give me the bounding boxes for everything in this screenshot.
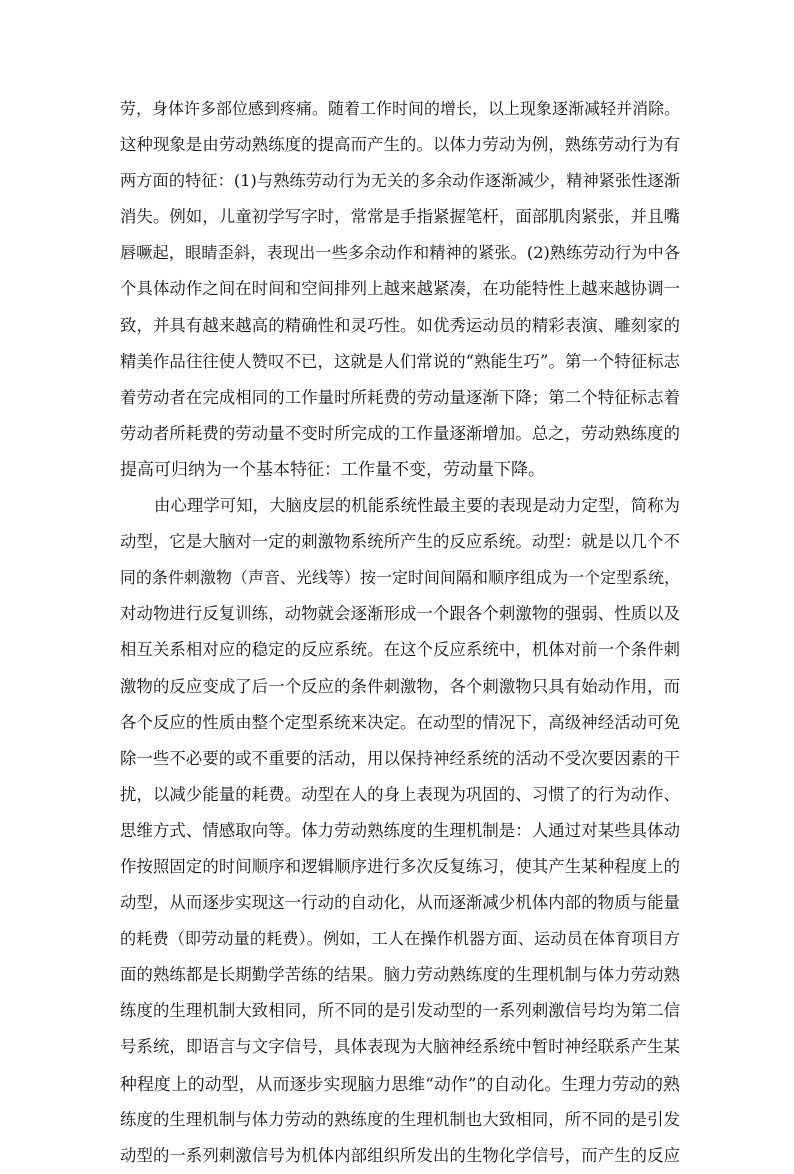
text-line: 劳动者所耗费的劳动量不变时所完成的工作量逐渐增加。总之，劳动熟练度的: [120, 423, 680, 443]
text-line: 同的条件刺激物（声音、光线等）按一定时间间隔和顺序组成为一个定型系统，: [120, 568, 680, 588]
text-line: 号系统，即语言与文字信号，具体表现为大脑神经系统中暂时神经联系产生某: [120, 1037, 680, 1057]
text-line: 致，并具有越来越高的精确性和灵巧性。如优秀运动员的精彩表演、雕刻家的: [120, 315, 680, 335]
text-line: 动型的一系列刺激信号为机体内部组织所发出的生物化学信号，而产生的反应: [120, 1145, 680, 1165]
text-line: 动型，从而逐步实现这一行动的自动化，从而逐渐减少机体内部的物质与能量: [120, 893, 680, 913]
text-line: 扰，以减少能量的耗费。动型在人的身上表现为巩固的、习惯了的行为动作、: [120, 784, 680, 804]
text-line: 劳，身体许多部位感到疼痛。随着工作时间的增长，以上现象逐渐减轻并消除。: [120, 99, 680, 118]
text-line: 激物的反应变成了后一个反应的条件刺激物，各个刺激物只具有始动作用，而: [120, 676, 680, 696]
text-line: 练度的生理机制与体力劳动的熟练度的生理机制也大致相同，所不同的是引发: [120, 1109, 680, 1129]
text-line: 消失。例如，儿童初学写字时，常常是手指紧握笔杆，面部肌肉紧张，并且嘴: [120, 207, 680, 227]
text-line: 精美作品往往使人赞叹不已，这就是人们常说的“熟能生巧”。第一个特征标志: [120, 351, 680, 371]
text-line: 练度的生理机制大致相同，所不同的是引发动型的一系列刺激信号均为第二信: [120, 1001, 680, 1021]
text-line: 相互关系相对应的稳定的反应系统。在这个反应系统中，机体对前一个条件刺: [120, 640, 680, 660]
text-line: 作按照固定的时间顺序和逻辑顺序进行多次反复练习，使其产生某种程度上的: [120, 856, 680, 876]
text-line: 对动物进行反复训练，动物就会逐渐形成一个跟各个刺激物的强弱、性质以及: [120, 604, 680, 624]
text-line: 的耗费（即劳动量的耗费）。例如，工人在操作机器方面、运动员在体育项目方: [120, 929, 680, 949]
text-line: 这种现象是由劳动熟练度的提高而产生的。以体力劳动为例，熟练劳动行为有: [120, 135, 680, 155]
text-line: 种程度上的动型，从而逐步实现脑力思维“动作”的自动化。生理力劳动的熟: [120, 1073, 680, 1094]
text-line: 两方面的特征：(1)与熟练劳动行为无关的多余动作逐渐减少，精神紧张性逐渐: [120, 171, 680, 191]
text-line: 各个反应的性质由整个定型系统来决定。在动型的情况下，高级神经活动可免: [120, 712, 680, 732]
text-line: 思维方式、情感取向等。体力劳动熟练度的生理机制是：人通过对某些具体动: [120, 820, 680, 840]
body-text: [120, 91, 680, 1174]
text-line: 着劳动者在完成相同的工作量时所耗费的劳动量逐渐下降；第二个特征标志着: [120, 387, 680, 407]
text-line: 个具体动作之间在时间和空间排列上越来越紧凑，在功能特性上越来越协调一: [120, 279, 680, 299]
text-line: 除一些不必要的或不重要的活动，用以保持神经系统的活动不受次要因素的干: [120, 748, 680, 768]
paragraph-start-line: 由心理学可知，大脑皮层的机能系统性最主要的表现是动力定型，简称为: [154, 496, 680, 516]
text-line: 动型，它是大脑对一定的刺激物系统所产生的反应系统。动型：就是以几个不: [120, 532, 680, 552]
paragraph-end-line: 提高可归纳为一个基本特征：工作量不变，劳动量下降。: [120, 459, 545, 480]
text-line: 面的熟练都是长期勤学苦练的结果。脑力劳动熟练度的生理机制与体力劳动熟: [120, 965, 680, 985]
text-line: 唇噘起，眼睛歪斜，表现出一些多余动作和精神的紧张。(2)熟练劳动行为中各: [120, 243, 680, 263]
